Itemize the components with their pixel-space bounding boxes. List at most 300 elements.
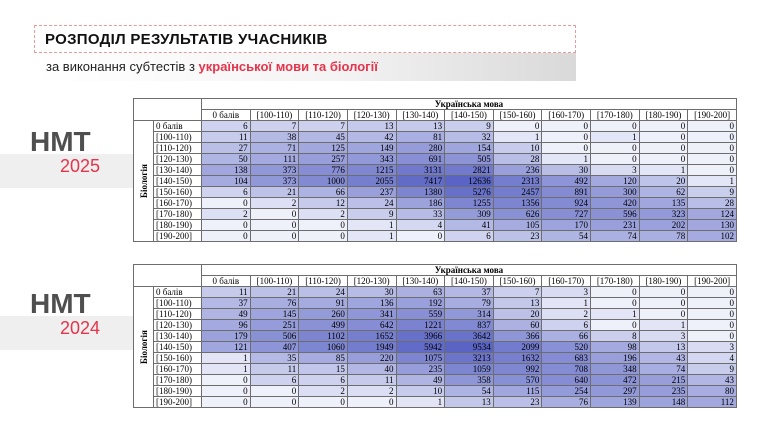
year-label: 2024: [60, 318, 101, 338]
table-cell: 3213: [445, 353, 494, 364]
table-cell: 37: [445, 287, 494, 298]
table-row: [134, 143, 737, 154]
table-cell: 1356: [493, 198, 542, 209]
table-cell: 0: [639, 121, 688, 132]
table-cell: 992: [493, 364, 542, 375]
table-cell: 0: [202, 220, 251, 231]
table-cell: 640: [542, 375, 591, 386]
column-header: [160-170): [542, 276, 591, 287]
table-cell: 42: [347, 132, 396, 143]
table-cell: 2099: [493, 342, 542, 353]
table-cell: 43: [639, 353, 688, 364]
row-label: [120-130): [154, 320, 202, 331]
table-cell: 115: [493, 386, 542, 397]
table-cell: 192: [396, 298, 445, 309]
table-cell: 231: [591, 220, 640, 231]
table-row: [134, 353, 737, 364]
table-cell: 5942: [396, 342, 445, 353]
table-cell: 1: [542, 154, 591, 165]
table-cell: 0: [250, 209, 299, 220]
table-cell: 196: [591, 353, 640, 364]
column-header: [140-150): [445, 110, 494, 121]
corner-cell: [134, 99, 202, 121]
table-cell: 148: [639, 397, 688, 408]
table-cell: 2313: [493, 176, 542, 187]
table-cell: 5276: [445, 187, 494, 198]
table-cell: 2457: [493, 187, 542, 198]
row-label: [100-110): [154, 298, 202, 309]
table-cell: 21: [250, 287, 299, 298]
table-cell: 81: [396, 132, 445, 143]
column-header: [160-170): [542, 110, 591, 121]
table-cell: 2055: [347, 176, 396, 187]
table-cell: 0: [542, 121, 591, 132]
table-row: [134, 375, 737, 386]
table-cell: 559: [396, 309, 445, 320]
table-cell: 49: [396, 375, 445, 386]
table-cell: 570: [493, 375, 542, 386]
table-cell: 1075: [396, 353, 445, 364]
table-cell: 136: [347, 298, 396, 309]
table-cell: 28: [688, 198, 737, 209]
table-cell: 1: [347, 231, 396, 242]
table-cell: 314: [445, 309, 494, 320]
nmt-2024-label: [0, 288, 140, 350]
subtitle-bar: [34, 53, 576, 81]
table-cell: 492: [542, 176, 591, 187]
table-cell: 0: [347, 397, 396, 408]
table-cell: 3: [639, 331, 688, 342]
nmt-2025-label: [0, 126, 140, 188]
table-cell: 9534: [445, 342, 494, 353]
table-2025: [133, 98, 737, 242]
table-cell: 0: [591, 154, 640, 165]
table-cell: 0: [299, 220, 348, 231]
table-cell: 49: [202, 309, 251, 320]
row-label: [150-160): [154, 187, 202, 198]
row-group-header: Біологія: [134, 287, 154, 408]
table-cell: 1: [347, 220, 396, 231]
table-cell: 3: [542, 287, 591, 298]
table-cell: 4: [396, 220, 445, 231]
table-cell: 28: [493, 154, 542, 165]
table-cell: 0: [250, 220, 299, 231]
table-row: [134, 320, 737, 331]
table-cell: 79: [445, 298, 494, 309]
table-cell: 0: [542, 143, 591, 154]
table-cell: 63: [396, 287, 445, 298]
table-cell: 6: [299, 375, 348, 386]
table-row: [134, 298, 737, 309]
table-cell: 62: [639, 187, 688, 198]
table-cell: 1: [688, 176, 737, 187]
table-cell: 6: [445, 231, 494, 242]
table-cell: 348: [591, 364, 640, 375]
table-cell: 45: [299, 132, 348, 143]
page-subtitle: [46, 59, 378, 74]
table-cell: 186: [396, 198, 445, 209]
table-row: [134, 165, 737, 176]
table-cell: 215: [639, 375, 688, 386]
table-cell: 0: [202, 397, 251, 408]
table-cell: 13: [396, 121, 445, 132]
table-cell: 20: [639, 176, 688, 187]
table-cell: 0: [688, 143, 737, 154]
table-cell: 104: [202, 176, 251, 187]
row-label: [150-160): [154, 353, 202, 364]
column-header: [150-160): [493, 276, 542, 287]
column-header: [110-120): [299, 110, 348, 121]
table-cell: 98: [591, 342, 640, 353]
table-row: [134, 132, 737, 143]
table-cell: 6: [202, 187, 251, 198]
row-label: [130-140): [154, 331, 202, 342]
table-cell: 130: [688, 220, 737, 231]
table-cell: 1: [639, 320, 688, 331]
table-cell: 3642: [445, 331, 494, 342]
row-label: [110-120): [154, 309, 202, 320]
table-cell: 366: [493, 331, 542, 342]
table-cell: 1255: [445, 198, 494, 209]
table-cell: 1215: [347, 165, 396, 176]
table-cell: 1632: [493, 353, 542, 364]
table-cell: 121: [202, 342, 251, 353]
table-cell: 0: [688, 165, 737, 176]
table-cell: 1000: [299, 176, 348, 187]
table-cell: 343: [347, 154, 396, 165]
table-cell: 472: [591, 375, 640, 386]
table-cell: 0: [639, 298, 688, 309]
table-cell: 50: [202, 154, 251, 165]
table-cell: 154: [445, 143, 494, 154]
row-label: 0 балів: [154, 287, 202, 298]
table-cell: 1: [591, 132, 640, 143]
row-label: [100-110): [154, 132, 202, 143]
table-cell: 0: [639, 154, 688, 165]
table-cell: 13: [639, 342, 688, 353]
table-cell: 23: [493, 397, 542, 408]
table-cell: 80: [688, 386, 737, 397]
table-cell: 2: [347, 386, 396, 397]
column-header: [100-110): [250, 110, 299, 121]
column-header: [150-160): [493, 110, 542, 121]
table-cell: 54: [445, 386, 494, 397]
table-cell: 37: [202, 298, 251, 309]
table-cell: 642: [347, 320, 396, 331]
table-cell: 96: [202, 320, 251, 331]
table-cell: 30: [347, 287, 396, 298]
table-cell: 40: [347, 364, 396, 375]
table-cell: 2: [250, 198, 299, 209]
table-cell: 202: [639, 220, 688, 231]
table-cell: 341: [347, 309, 396, 320]
col-group-header: Українська мова: [202, 265, 737, 276]
table-cell: 66: [542, 331, 591, 342]
table-cell: 13: [445, 397, 494, 408]
table-cell: 235: [639, 386, 688, 397]
table-row: [134, 397, 737, 408]
table-cell: 20: [493, 309, 542, 320]
table-cell: 10: [493, 143, 542, 154]
table-cell: 13: [493, 298, 542, 309]
table-cell: 8: [591, 331, 640, 342]
table-cell: 3: [688, 342, 737, 353]
table-cell: 9: [445, 121, 494, 132]
table-cell: 0: [493, 121, 542, 132]
table-cell: 35: [250, 353, 299, 364]
table-cell: 9: [347, 209, 396, 220]
table-cell: 0: [688, 287, 737, 298]
table-cell: 0: [202, 231, 251, 242]
column-header: 0 балів: [202, 276, 251, 287]
table-cell: 1: [202, 364, 251, 375]
table-cell: 54: [542, 231, 591, 242]
table-cell: 1652: [347, 331, 396, 342]
table-cell: 3131: [396, 165, 445, 176]
table-cell: 6: [202, 121, 251, 132]
table-cell: 0: [688, 331, 737, 342]
table-cell: 254: [542, 386, 591, 397]
row-group-header: Біологія: [134, 121, 154, 242]
table-cell: 1: [202, 353, 251, 364]
table-cell: 0: [299, 231, 348, 242]
row-label: [140-150): [154, 176, 202, 187]
row-label: [120-130): [154, 154, 202, 165]
table-cell: 3: [591, 165, 640, 176]
table-cell: 135: [639, 198, 688, 209]
table-cell: 11: [250, 364, 299, 375]
table-cell: 505: [445, 154, 494, 165]
table-cell: 7: [493, 287, 542, 298]
table-cell: 1949: [347, 342, 396, 353]
table-cell: 0: [591, 121, 640, 132]
nmt-label: НМТ: [30, 288, 91, 319]
column-header: [120-130): [347, 110, 396, 121]
column-header: [170-180): [591, 110, 640, 121]
table-cell: 626: [493, 209, 542, 220]
table-cell: 0: [639, 287, 688, 298]
table-cell: 2: [299, 386, 348, 397]
row-label: [130-140): [154, 165, 202, 176]
table-cell: 0: [591, 287, 640, 298]
table-cell: 420: [591, 198, 640, 209]
table-cell: 3966: [396, 331, 445, 342]
table-cell: 0: [299, 397, 348, 408]
column-header: 0 балів: [202, 110, 251, 121]
row-label: [160-170): [154, 198, 202, 209]
table-cell: 323: [639, 209, 688, 220]
table-cell: 0: [639, 132, 688, 143]
table-cell: 1: [591, 309, 640, 320]
table-cell: 300: [591, 187, 640, 198]
row-label: [110-120): [154, 143, 202, 154]
table-cell: 776: [299, 165, 348, 176]
table-cell: 0: [202, 375, 251, 386]
table-cell: 43: [688, 375, 737, 386]
table-cell: 13: [347, 121, 396, 132]
table-cell: 1: [493, 132, 542, 143]
table-row: [134, 342, 737, 353]
table-cell: 0: [591, 143, 640, 154]
column-header: [190-200]: [688, 110, 737, 121]
table-2024: [133, 264, 737, 408]
subtitle-plain: за виконання субтестів з: [46, 59, 199, 74]
table-cell: 0: [639, 309, 688, 320]
column-header: [140-150): [445, 276, 494, 287]
table-cell: 11: [347, 375, 396, 386]
table-row: [134, 121, 737, 132]
table-row: [134, 220, 737, 231]
table-cell: 596: [591, 209, 640, 220]
table-cell: 112: [688, 397, 737, 408]
year-label: 2025: [60, 156, 101, 176]
subtitle-accent: української мови та біології: [198, 59, 378, 74]
table-cell: 170: [542, 220, 591, 231]
table-cell: 102: [688, 231, 737, 242]
table-cell: 237: [347, 187, 396, 198]
column-header: [180-190): [639, 110, 688, 121]
table-cell: 506: [250, 331, 299, 342]
table-cell: 837: [445, 320, 494, 331]
table-cell: 683: [542, 353, 591, 364]
table-cell: 280: [396, 143, 445, 154]
table-cell: 0: [250, 397, 299, 408]
table-row: [134, 231, 737, 242]
table-cell: 105: [493, 220, 542, 231]
table-row: [134, 187, 737, 198]
column-header: [130-140): [396, 110, 445, 121]
table-cell: 33: [396, 209, 445, 220]
table-cell: 2821: [445, 165, 494, 176]
column-header: [190-200]: [688, 276, 737, 287]
table-cell: 125: [299, 143, 348, 154]
table-cell: 30: [542, 165, 591, 176]
table-row: [134, 209, 737, 220]
table-cell: 499: [299, 320, 348, 331]
table-cell: 297: [591, 386, 640, 397]
table-cell: 23: [493, 231, 542, 242]
table-cell: 358: [445, 375, 494, 386]
table-cell: 9: [688, 364, 737, 375]
table-cell: 891: [542, 187, 591, 198]
table-cell: 0: [542, 132, 591, 143]
row-label: [180-190): [154, 386, 202, 397]
col-group-header: Українська мова: [202, 99, 737, 110]
table-cell: 0: [591, 298, 640, 309]
table-row: [134, 386, 737, 397]
column-header: [170-180): [591, 276, 640, 287]
nmt-label: НМТ: [30, 126, 91, 157]
table-cell: 145: [250, 309, 299, 320]
table-cell: 0: [688, 298, 737, 309]
table-row: [134, 309, 737, 320]
row-label: [170-180): [154, 375, 202, 386]
table-cell: 11: [202, 132, 251, 143]
row-label: [180-190): [154, 220, 202, 231]
table-cell: 0: [250, 231, 299, 242]
title-box: [34, 25, 576, 53]
table-cell: 7417: [396, 176, 445, 187]
table-cell: 0: [688, 320, 737, 331]
table-cell: 407: [250, 342, 299, 353]
table-cell: 76: [542, 397, 591, 408]
table-row: [134, 154, 737, 165]
table-cell: 6: [542, 320, 591, 331]
table-cell: 149: [347, 143, 396, 154]
table-row: [134, 364, 737, 375]
table-cell: 7: [299, 121, 348, 132]
table-cell: 251: [250, 320, 299, 331]
table-row: [134, 331, 737, 342]
table-cell: 138: [202, 165, 251, 176]
table-cell: 60: [493, 320, 542, 331]
table-cell: 708: [542, 364, 591, 375]
table-cell: 1102: [299, 331, 348, 342]
corner-cell: [134, 265, 202, 287]
row-label: [140-150): [154, 342, 202, 353]
table-cell: 2: [542, 309, 591, 320]
table-cell: 21: [250, 187, 299, 198]
table-cell: 71: [250, 143, 299, 154]
row-label: [190-200]: [154, 397, 202, 408]
table-cell: 727: [542, 209, 591, 220]
table-cell: 76: [250, 298, 299, 309]
table-cell: 74: [639, 364, 688, 375]
table-cell: 235: [396, 364, 445, 375]
table-cell: 924: [542, 198, 591, 209]
table-row: [134, 176, 737, 187]
row-label: [190-200]: [154, 231, 202, 242]
table-cell: 2: [202, 209, 251, 220]
table-cell: 1380: [396, 187, 445, 198]
table-cell: 11: [202, 287, 251, 298]
table-cell: 66: [299, 187, 348, 198]
table-cell: 4: [688, 353, 737, 364]
table-cell: 41: [445, 220, 494, 231]
table-cell: 7: [250, 121, 299, 132]
table-cell: 260: [299, 309, 348, 320]
table-cell: 12636: [445, 176, 494, 187]
table-cell: 0: [202, 386, 251, 397]
table-cell: 1221: [396, 320, 445, 331]
table-cell: 38: [250, 132, 299, 143]
table-row: [134, 287, 737, 298]
table-cell: 12: [299, 198, 348, 209]
table-cell: 1: [396, 397, 445, 408]
table-cell: 2: [299, 209, 348, 220]
table-cell: 74: [591, 231, 640, 242]
table-cell: 85: [299, 353, 348, 364]
row-label: [160-170): [154, 364, 202, 375]
table-cell: 24: [347, 198, 396, 209]
table-cell: 220: [347, 353, 396, 364]
table-cell: 0: [688, 132, 737, 143]
table-cell: 0: [250, 386, 299, 397]
table-cell: 32: [445, 132, 494, 143]
table-cell: 0: [639, 143, 688, 154]
table-cell: 0: [688, 309, 737, 320]
table-cell: 1: [639, 165, 688, 176]
table-cell: 691: [396, 154, 445, 165]
table-cell: 120: [591, 176, 640, 187]
table-cell: 1059: [445, 364, 494, 375]
table-cell: 373: [250, 165, 299, 176]
table-cell: 309: [445, 209, 494, 220]
table-cell: 179: [202, 331, 251, 342]
table-cell: 0: [202, 198, 251, 209]
table-cell: 1: [542, 298, 591, 309]
table-cell: 0: [688, 154, 737, 165]
